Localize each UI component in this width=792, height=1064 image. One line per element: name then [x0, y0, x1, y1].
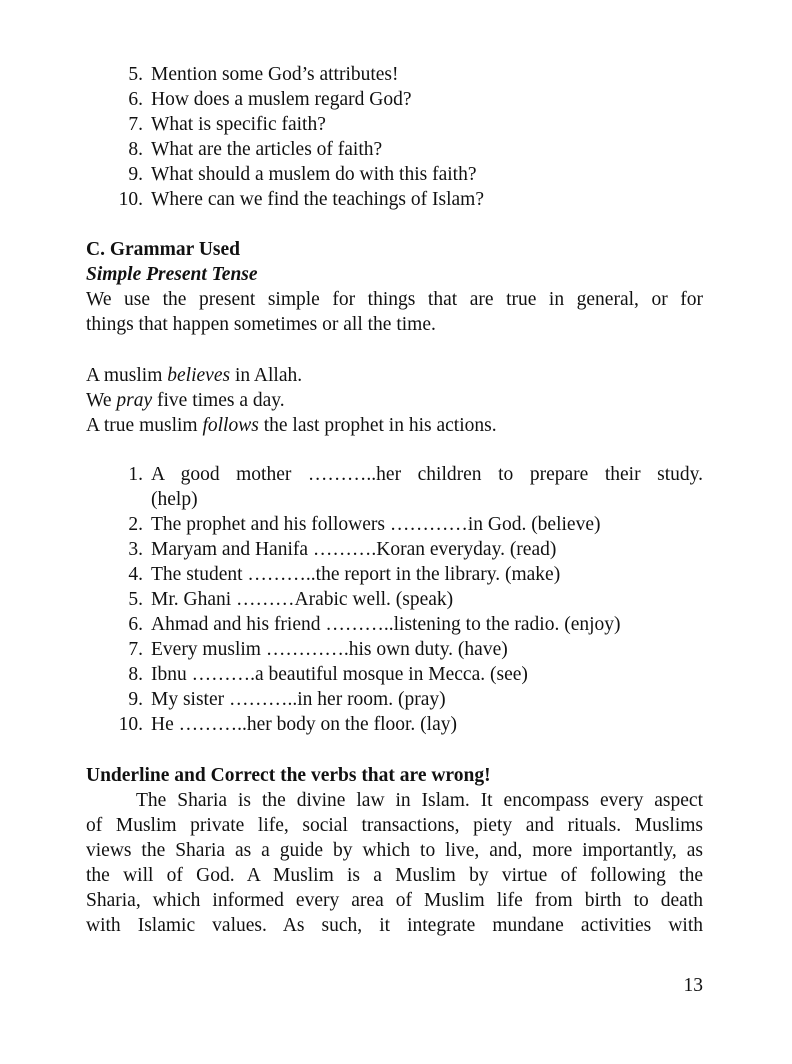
exercise-list: [118, 462, 703, 737]
grammar-examples: [86, 363, 497, 438]
paragraph-line: The Sharia is the divine law in Islam. It encompass every aspect: [136, 790, 703, 811]
paragraph-line: the will of God. A Muslim is a Muslim by virtue of following the: [86, 865, 703, 886]
example-sentence: A muslim believes in Allah.: [86, 365, 303, 386]
questions-list: [118, 62, 711, 212]
list-item: 7. Every muslim ………….his own duty. (have): [128, 639, 508, 660]
list-item: 7. What is specific faith?: [128, 114, 326, 135]
list-item: 5. Mr. Ghani ………Arabic well. (speak): [128, 589, 454, 610]
list-item: 2. The prophet and his followers …………in God. (believe): [128, 514, 601, 535]
paragraph-line: with Islamic values. As such, it integrate mundane activities with: [86, 915, 703, 936]
page-number: 13: [683, 975, 703, 996]
list-item: 9. My sister ………..in her room. (pray): [128, 689, 446, 710]
list-item: 6. How does a muslem regard God?: [128, 89, 412, 110]
example-verb: follows: [202, 415, 259, 436]
paragraph-line: of Muslim private life, social transactions, piety and rituals. Muslims: [86, 815, 703, 836]
grammar-heading: C. Grammar Used: [86, 239, 240, 260]
paragraph-line: views the Sharia as a guide by which to live, and, more importantly, as: [86, 840, 703, 861]
list-item: 8. Ibnu ……….a beautiful mosque in Mecca. (see): [128, 664, 528, 685]
list-item: 5. Mention some God’s attributes!: [128, 64, 399, 85]
list-item: 4. The student ………..the report in the library. (make): [128, 564, 561, 585]
intro-line: We use the present simple for things that are true in general, or for: [86, 289, 703, 310]
list-item: 10. Where can we find the teachings of Islam?: [118, 189, 484, 210]
correction-heading: Underline and Correct the verbs that are wrong!: [86, 765, 491, 786]
paragraph-line: Sharia, which informed every area of Muslim life from birth to death: [86, 890, 703, 911]
example-sentence: A true muslim follows the last prophet in his actions.: [86, 415, 497, 436]
list-item: 8. What are the articles of faith?: [128, 139, 383, 160]
list-item: 6. Ahmad and his friend ………..listening to the radio. (enjoy): [128, 614, 621, 635]
grammar-intro: [86, 287, 703, 337]
example-verb: pray: [116, 390, 153, 411]
sharia-paragraph: [86, 788, 703, 938]
intro-line: things that happen sometimes or all the time.: [86, 314, 436, 335]
example-verb: believes: [167, 365, 231, 386]
list-item: 9. What should a muslem do with this faith?: [128, 164, 477, 185]
example-sentence: We pray five times a day.: [86, 390, 285, 411]
list-item: 3. Maryam and Hanifa ……….Koran everyday. (read): [128, 539, 557, 560]
grammar-subheading: Simple Present Tense: [86, 264, 258, 285]
list-item: 1. A good mother ………..her children to prepare their study. (help): [128, 464, 703, 510]
list-item: 10. He ………..her body on the floor. (lay): [118, 714, 457, 735]
